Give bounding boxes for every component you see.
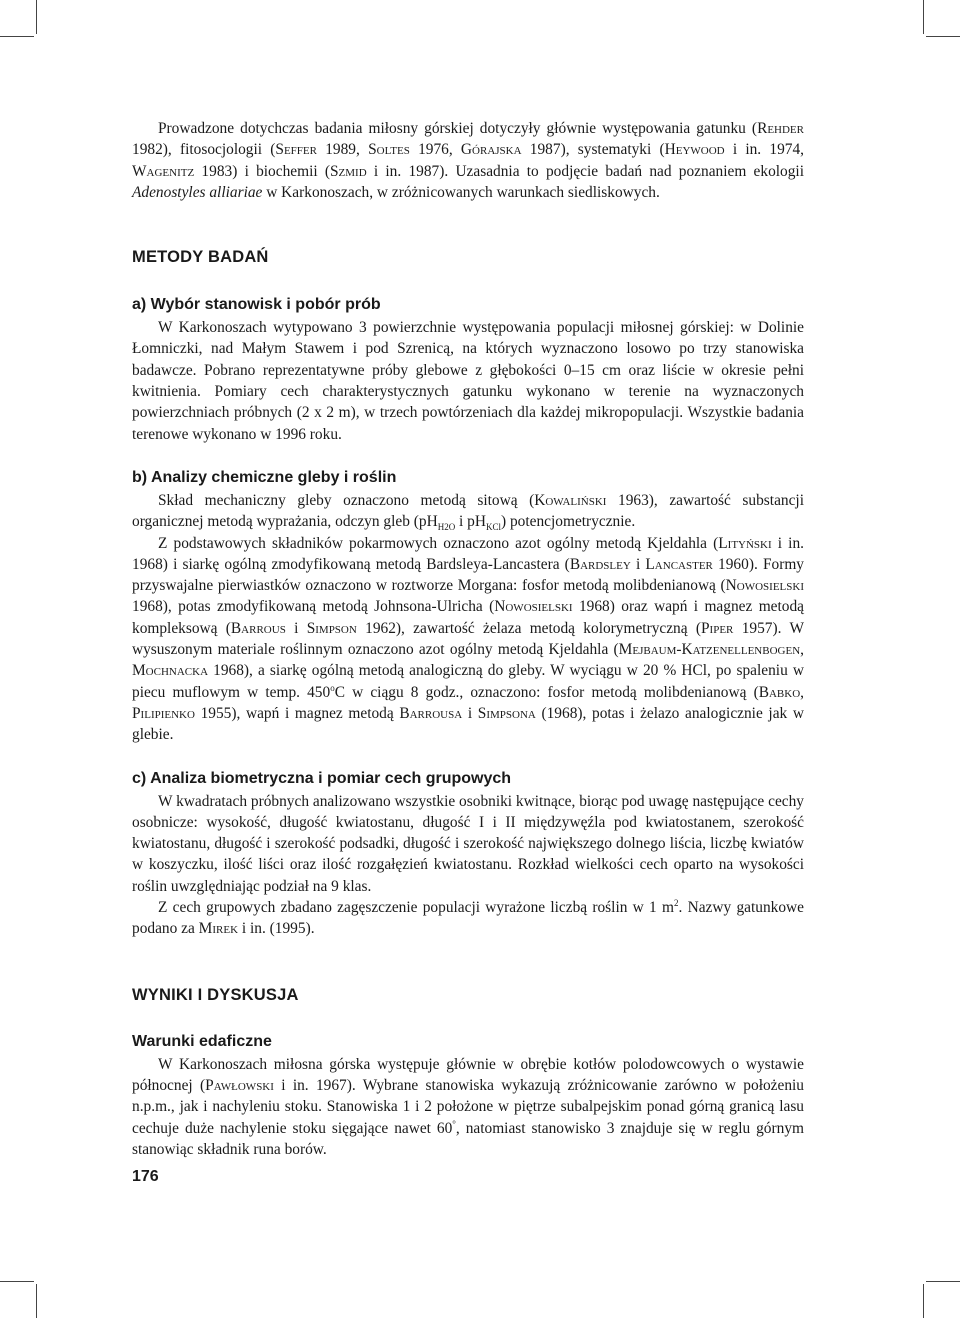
species-name: Adenostyles alliariae xyxy=(132,183,263,201)
page-number: 176 xyxy=(132,1168,159,1185)
crop-mark-bottom-left-v xyxy=(36,1284,37,1318)
paragraph-c1: W kwadratach próbnych analizowano wszystkie osobniki kwitnące, biorąc pod uwagę następujące cechy osobnicze: wysokość, długość kwiatostanu, długość I i II międzywęźla pod kwiatostanem, szerokość kwiatostanu, długość i szerokość podsadki, długość i szerokość największego dolnego liścia, liczbę kwiatów w koszyczku, ilość liści oraz ilość rozgałęzień kwiatostanu. Rozkład wielkości cech oparto na wysokości roślin uwzględniając podział na 9 klas. xyxy=(132,792,804,895)
paragraph-b1: Skład mechaniczny gleby oznaczono metodą sitową (Kowaliński 1963), zawartość substancji organicznej metodą wyprażania, odczyn gleb ($pH_{H2O}$ i $pH_{KCl}$) potencjometrycznie. xyxy=(132,491,804,533)
subheading-a: a) Wybór stanowisk i pobór prób xyxy=(132,296,381,314)
crop-mark-top-right-v xyxy=(923,0,924,34)
paragraph-a: W Karkonoszach wytypowano 3 powierzchnie występowania populacji miłosnej górskiej: w Dolinie Łomniczki, nad Małym Stawem i pod Szrenicą, na których wyznaczono losowo po trzy stanowiska badawcze. Pobrano reprezentatywne próby glebowe z głębokości 0–15 cm oraz liście w okresie pełni kwitnienia. Pomiary cech charakterystycznych gatunku wykonano w terenie na wyznaczonych powierzchniach próbnych (2 x 2 m), w trzech powtórzeniach dla każdej mikropopulacji. Wszystkie badania terenowe wykonano w 1996 roku. xyxy=(132,319,804,443)
crop-mark-bottom-right-h xyxy=(926,1281,960,1282)
crop-mark-bottom-right-v xyxy=(923,1284,924,1318)
subheading-c: c) Analiza biometryczna i pomiar cech grupowych xyxy=(132,769,512,787)
paragraph-b2: Z podstawowych składników pokarmowych oznaczono azot ogólny metodą Kjeldahla (Lityński i in. 1968) i siarkę ogólną zmodyfikowaną metodą Bardsleya-Lancastera (Bardsley i Lancaster 1960). Formy przyswajalne pierwiastków oznaczono w roztworze Morgana: fosfor metodą molibdenianową (Nowosielski 1968), potas zmodyfikowaną metodą Johnsona-Ulricha (Nowosielski 1968) oraz wapń i magnez metodą kompleksową (Barrous i Simpson 1962), zawartość żelaza metodą kolorymetryczną (Piper 1957). W wysuszonym materiale roślinnym oznaczono azot ogólny metodą Kjeldahla (Mejbaum-Katzenellenbogen, Mochnacka 1968), a siarkę ogólną metodą analogiczną do gleby. W wyciągu w 20 % HCl, po spaleniu w piecu muflowym w temp. 450$^o$C w ciągu 8 godz., oznaczono: fosfor metodą molibdenianową (Babko, Pilipienko 1955), wapń i magnez metodą Barrousa i Simpsona (1968), potas i żelazo analogicznie jak w glebie. xyxy=(132,534,804,744)
subheading-edaphic: Warunki edaficzne xyxy=(132,1032,272,1050)
subheading-b: b) Analizy chemiczne gleby i roślin xyxy=(132,468,397,486)
paragraph-c2: Z cech grupowych zbadano zagęszczenie populacji wyrażone liczbą roślin w 1 $m^2$. Nazwy gatunkowe podano za Mirek i in. (1995). xyxy=(132,897,804,938)
paragraph-edaphic: W Karkonoszach miłosna górska występuje głównie w obrębie kotłów polodowcowych o wystawie północnej (Pawłowski i in. 1967). Wybrane stanowiska wykazują zróżnicowanie zarówno w położeniu n.p.m., jak i nachyleniu stoku. Stanowiska 1 i 2 położone w piętrze subalpejskim ponad górną granicą lasu cechuje duże nachylenie stoku sięgające nawet 60°, natomiast stanowisko 3 znajduje się w reglu górnym stanowiąc składnik runa borów. xyxy=(132,1055,804,1158)
section-heading-results: WYNIKI I DYSKUSJA xyxy=(132,985,299,1004)
crop-mark-top-left-v xyxy=(36,0,37,34)
crop-mark-top-right-h xyxy=(926,36,960,37)
page-body xyxy=(132,114,804,1160)
crop-mark-bottom-left-h xyxy=(0,1281,34,1282)
section-heading-methods: METODY BADAŃ xyxy=(132,248,269,267)
crop-mark-top-left-h xyxy=(0,36,34,37)
intro-paragraph: Prowadzone dotychczas badania miłosny górskiej dotyczyły głównie występowania gatunku (Rehder 1982), fitosocjologii (Seffer 1989, Soltes 1976, Górajska 1987), systematyki (Heywood i in. 1974, Wagenitz 1983) i biochemii (Szmid i in. 1987). Uzasadnia to podjęcie badań nad poznaniem ekologii Adenostyles alliariae w Karkonoszach, w zróżnicowanych warunkach siedliskowych. xyxy=(132,120,805,201)
